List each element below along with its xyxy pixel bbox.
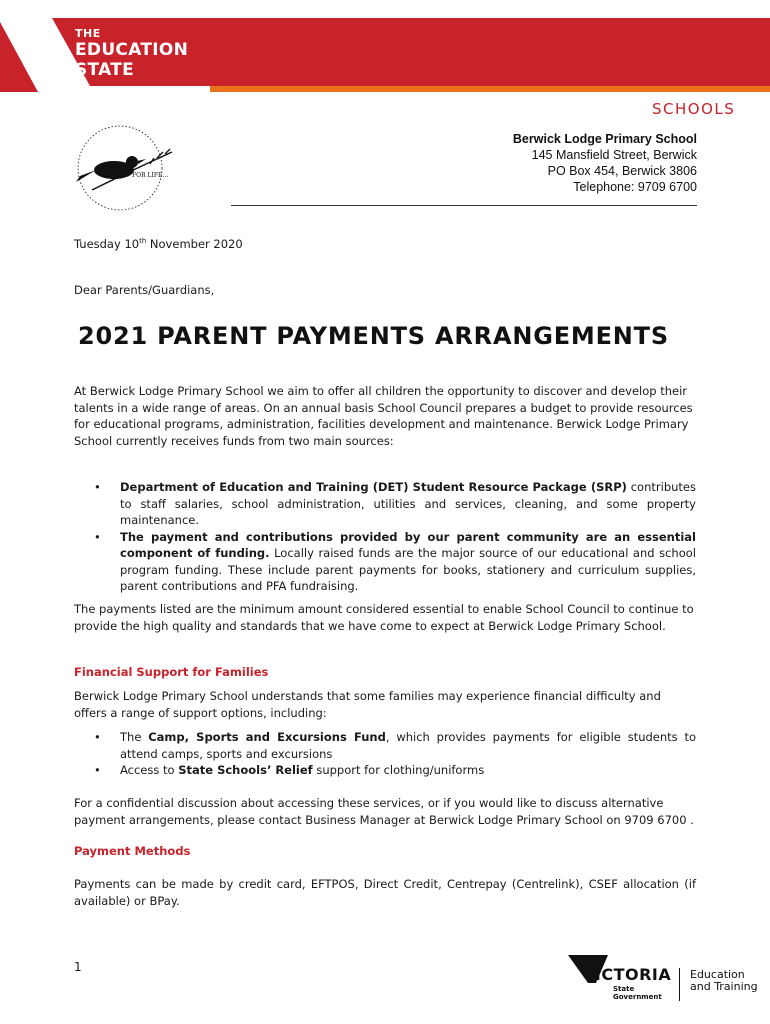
- bullet-icon: •: [94, 763, 101, 777]
- support-fund-name: Camp, Sports and Excursions Fund: [148, 730, 386, 744]
- payment-methods-heading: Payment Methods: [74, 844, 191, 858]
- brand-line-2: EDUCATION: [75, 40, 189, 60]
- government-line: Government: [613, 993, 662, 1001]
- list-item: [74, 762, 696, 779]
- payment-methods-text: Payments can be made by credit card, EFTPOS, Direct Credit, Centrepay (Centrelink), CSEF allocation (if available) or BPay.: [74, 877, 696, 908]
- bullet-icon: •: [94, 480, 101, 494]
- list-item: [74, 729, 696, 762]
- minimum-note: The payments listed are the minimum amount considered essential to enable School Council to continue to provide the high quality and standards that we have come to expect at Berwick Lodge Primary School.: [74, 602, 694, 633]
- logo-divider: [679, 968, 680, 1001]
- street-address: 145 Mansfield Street, Berwick: [531, 148, 697, 162]
- support-post: support for clothing/uniforms: [312, 763, 485, 777]
- page-number: 1: [74, 960, 82, 974]
- date-prefix: Tuesday 10: [74, 236, 140, 251]
- svg-text:FOR LIFE...: FOR LIFE...: [132, 172, 169, 179]
- header-divider: [231, 205, 697, 206]
- school-name: Berwick Lodge Primary School: [512, 132, 697, 146]
- school-crest-icon: [62, 120, 192, 215]
- intro-paragraph: At Berwick Lodge Primary School we aim to offer all children the opportunity to discover and develop their talents in a wide range of areas. On an annual basis School Council prepares a budget to provide resources for educational programs, administration, facilities development and maintenance. Berwick Lodge Primary School currently receives funds from two main sources:: [74, 384, 693, 448]
- education-training-label: [690, 969, 758, 993]
- po-box: PO Box 454, Berwick 3806: [547, 164, 697, 178]
- list-item: [74, 479, 696, 529]
- date-suffix: November 2020: [146, 236, 243, 251]
- source-text: contributes to staff salaries, school administration, utilities and services, cleaning, and some property maintenance.: [120, 480, 696, 527]
- telephone: Telephone: 9709 6700: [573, 180, 697, 194]
- letter-title: 2021 PARENT PAYMENTS ARRANGEMENTS: [78, 322, 669, 350]
- list-item: [74, 529, 696, 595]
- bullet-icon: •: [94, 730, 101, 744]
- schools-label: SCHOOLS: [652, 100, 736, 118]
- support-options-list: [74, 729, 696, 779]
- support-post: , which provides payments for eligible students to attend camps, sports and excursions: [120, 730, 697, 761]
- bullet-icon: •: [94, 529, 101, 544]
- victoria-wordmark: VICTORIA: [582, 965, 672, 984]
- letter-date: [74, 233, 696, 252]
- support-pre: Access to: [120, 763, 179, 777]
- confidential-paragraph: For a confidential discussion about accessing these services, or if you would like to discuss alternative payment arrangements, please contact Business Manager at Berwick Lodge Primary School on 9709 6700 .: [74, 796, 694, 827]
- funding-sources-list: [74, 479, 696, 595]
- financial-support-heading: Financial Support for Families: [74, 665, 269, 679]
- financial-support-intro: Berwick Lodge Primary School understands that some families may experience financial difficulty and offers a range of support options, including:: [74, 689, 661, 720]
- state-line: State: [613, 985, 635, 993]
- brand-line-3: STATE: [75, 60, 135, 80]
- education-state-logo: [75, 27, 205, 80]
- source-title: Department of Education and Training (DET) Student Resource Package (SRP): [120, 480, 627, 494]
- support-fund-name: State Schools’ Relief: [178, 763, 313, 777]
- brand-line-1: THE: [75, 27, 101, 40]
- state-government-label: [613, 985, 662, 1001]
- source-title: The payment and contributions provided by our parent community are an essential component of funding.: [120, 529, 696, 560]
- education-line: Education: [690, 968, 745, 981]
- source-text: Locally raised funds are the major source of our educational and school program funding. These include parent payments for books, stationery and curriculum supplies, parent contributions and PFA fundraising.: [120, 546, 696, 593]
- salutation: Dear Parents/Guardians,: [74, 283, 215, 297]
- school-address: [513, 131, 697, 195]
- date-ordinal: th: [139, 237, 147, 245]
- training-line: and Training: [690, 980, 758, 993]
- support-pre: The: [120, 730, 149, 744]
